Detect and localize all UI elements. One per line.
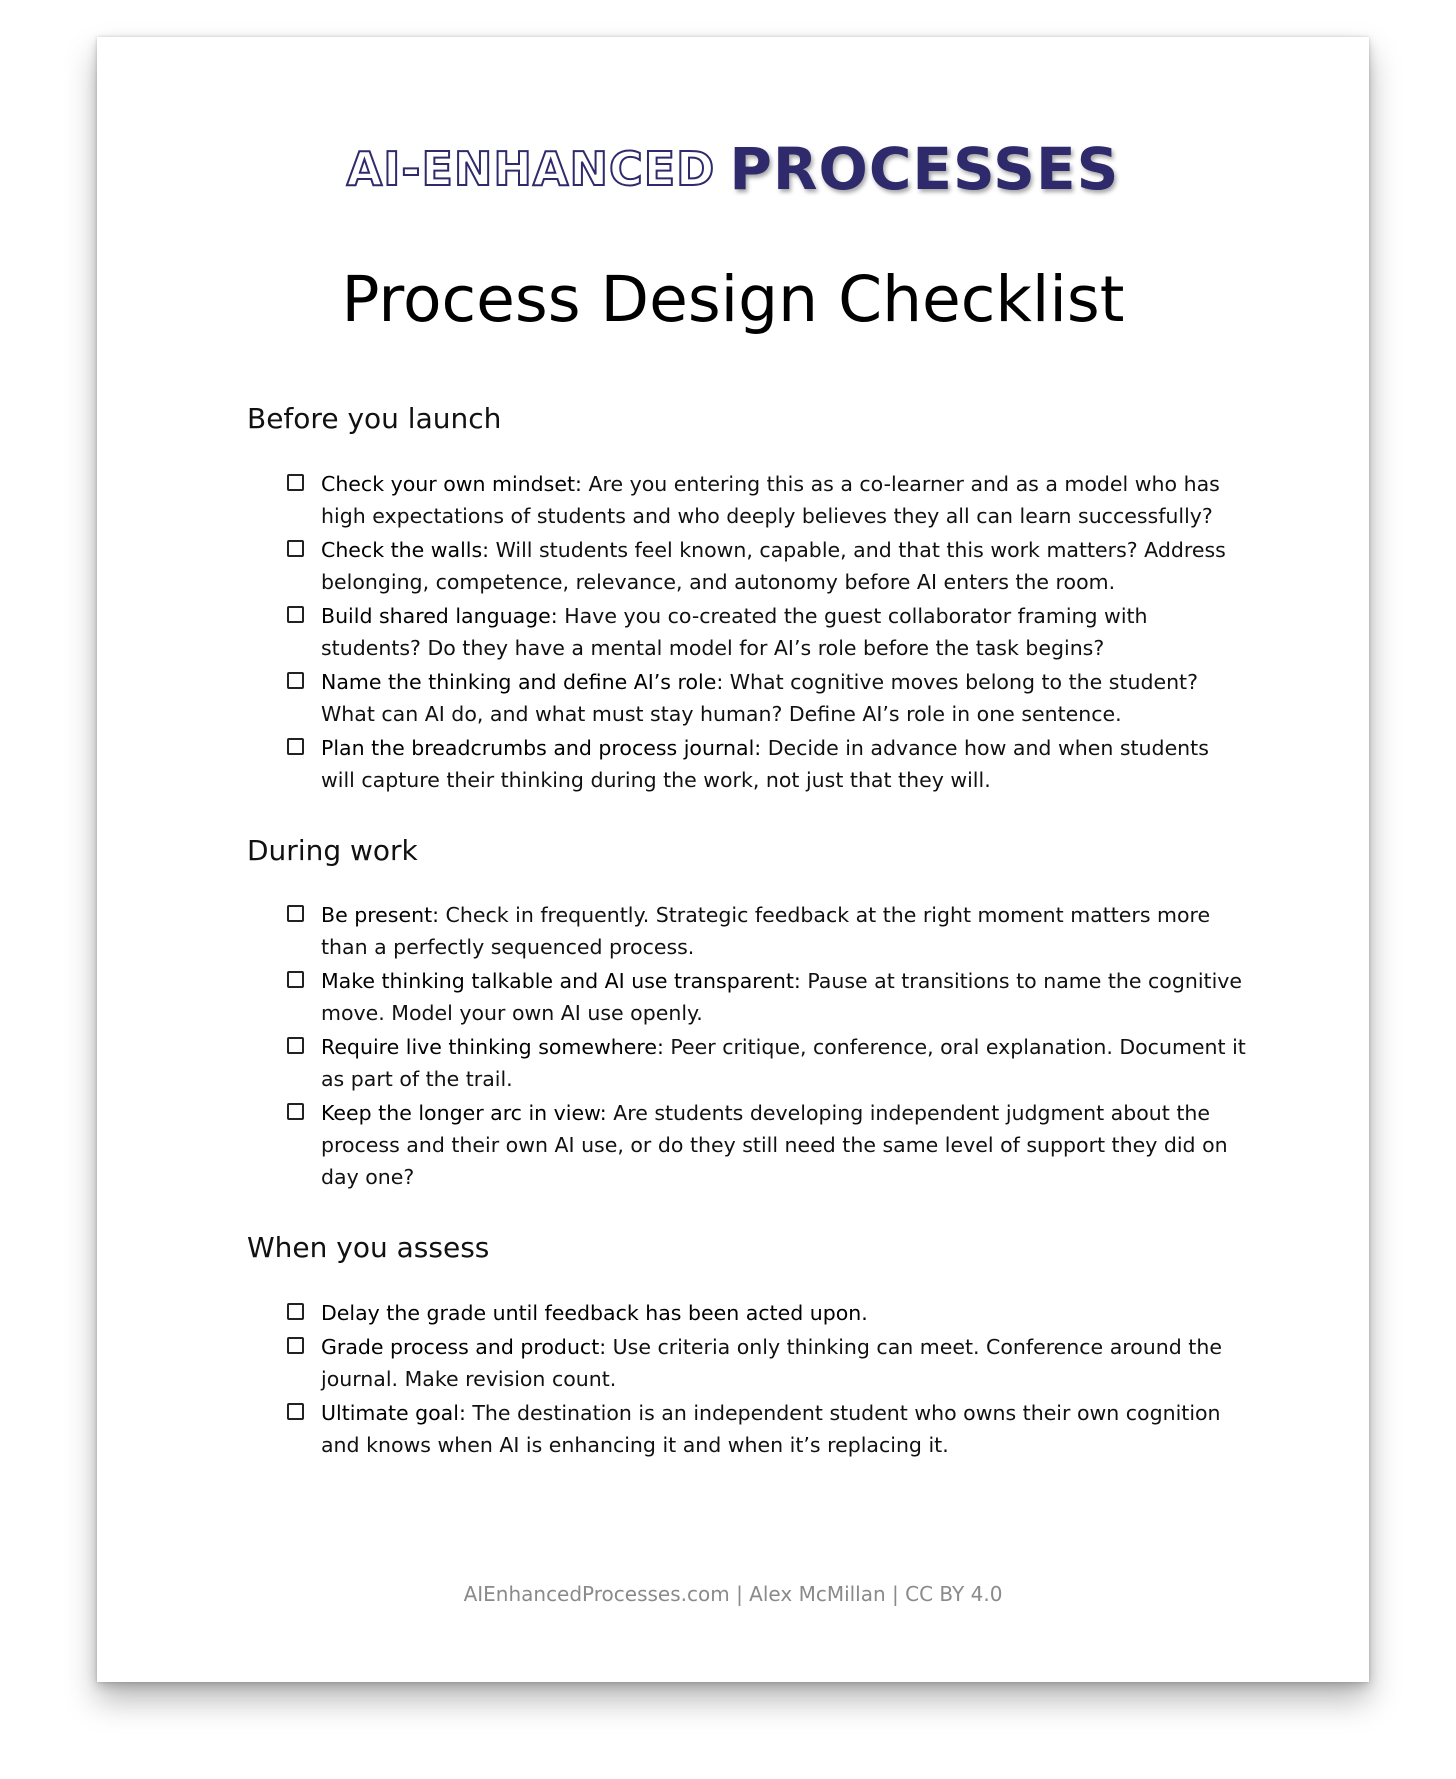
checklist-item-text — [321, 600, 1247, 664]
item-lead: Plan the breadcrumbs and process journal: — [321, 735, 762, 760]
checklist-item — [287, 666, 1247, 730]
checklist-item-text — [321, 1297, 1247, 1329]
checkbox-icon[interactable] — [287, 672, 304, 689]
checkbox-icon[interactable] — [287, 1103, 304, 1120]
checklist — [247, 1297, 1247, 1461]
item-body: Check in frequently. Strategic feedback at the right moment matters more than a perfectly sequenced process. — [321, 903, 1211, 960]
item-body: The destination is an independent student who owns their own cognition and knows when AI is enhancing it and when it’s replacing it. — [321, 1400, 1221, 1457]
checklist-item — [287, 534, 1247, 598]
checkbox-icon[interactable] — [287, 1037, 304, 1054]
checklist-item-text — [321, 1331, 1247, 1395]
checklist-item — [287, 468, 1247, 532]
item-body: Peer critique, conference, oral explanation. Document it as part of the trail. — [321, 1035, 1246, 1092]
checklist — [247, 468, 1247, 796]
checklist-item-text — [321, 899, 1247, 963]
checklist-item — [287, 1297, 1247, 1329]
checkbox-icon[interactable] — [287, 971, 304, 988]
checkbox-icon[interactable] — [287, 606, 304, 623]
item-body: Will students feel known, capable, and that this work matters? Address belonging, competence, relevance, and autonomy before AI enters the room. — [321, 537, 1226, 594]
item-body: Pause at transitions to name the cognitive move. Model your own AI use openly. — [321, 969, 1243, 1026]
checklist-item-text — [321, 1397, 1247, 1461]
checklist-item — [287, 1031, 1247, 1095]
checklist-item — [287, 1397, 1247, 1461]
checklist-item-text — [321, 732, 1247, 796]
section-heading: When you assess — [247, 1231, 490, 1265]
logo-bold-text: PROCESSES — [729, 135, 1120, 203]
checklist-item-text — [321, 1097, 1247, 1193]
section-before-you-launch — [247, 402, 1247, 796]
item-lead: Keep the longer arc in view: — [321, 1101, 607, 1126]
checklist-item-text — [321, 965, 1247, 1029]
item-body: Are you entering this as a co-learner and as a model who has high expectations of students and who deeply believes they all can learn successfully? — [321, 471, 1220, 528]
checklist-item-text — [321, 534, 1247, 598]
checklist-item — [287, 1097, 1247, 1193]
footer-credits: AIEnhancedProcesses.com | Alex McMillan | CC BY 4.0 — [463, 1582, 1003, 1606]
checkbox-icon[interactable] — [287, 738, 304, 755]
checklist-item — [287, 965, 1247, 1029]
item-body: Have you co-created the guest collaborator framing with students? Do they have a mental model for AI’s role before the task begins? — [321, 603, 1148, 660]
section-heading: During work — [247, 833, 418, 867]
item-lead: Name the thinking and define AI’s role: — [321, 669, 724, 694]
checklist-item — [287, 1331, 1247, 1395]
item-body: Use criteria only thinking can meet. Conference around the journal. Make revision count. — [321, 1334, 1222, 1391]
item-lead: Ultimate goal: — [321, 1400, 466, 1425]
checkbox-icon[interactable] — [287, 1403, 304, 1420]
section-during-work — [247, 834, 1247, 1194]
document-page — [97, 37, 1369, 1682]
section-heading: Before you launch — [247, 402, 502, 435]
checkbox-icon[interactable] — [287, 905, 304, 922]
item-lead: Be present: — [321, 903, 440, 928]
checklist-item-text — [321, 666, 1247, 730]
item-body: Decide in advance how and when students will capture their thinking during the work, not just that they will. — [321, 735, 1209, 792]
section-when-you-assess — [247, 1231, 1247, 1461]
item-body: What cognitive moves belong to the student? What can AI do, and what must stay human? Define AI’s role in one sentence. — [321, 669, 1198, 726]
item-lead: Grade process and product: — [321, 1334, 607, 1359]
checkbox-icon[interactable] — [287, 1337, 304, 1354]
checklist-item-text — [321, 468, 1247, 532]
item-lead: Check your own mindset: — [321, 471, 582, 496]
item-body: Are students developing independent judgment about the process and their own AI use, or do they still need the same level of support they did on day one? — [321, 1101, 1228, 1190]
item-lead: Delay the grade until feedback has been acted upon. — [321, 1300, 868, 1325]
item-lead: Build shared language: — [321, 603, 558, 628]
checklist-item — [287, 732, 1247, 796]
item-lead: Require live thinking somewhere: — [321, 1035, 664, 1060]
checklist-item-text — [321, 1031, 1247, 1095]
checklist-item — [287, 600, 1247, 664]
checkbox-icon[interactable] — [287, 1303, 304, 1320]
checklist — [247, 899, 1247, 1193]
item-lead: Make thinking talkable and AI use transparent: — [321, 969, 801, 994]
checkbox-icon[interactable] — [287, 474, 304, 491]
checkbox-icon[interactable] — [287, 540, 304, 557]
logo-outline-text: AI-ENHANCED — [346, 142, 716, 196]
checklist-item — [287, 899, 1247, 963]
item-lead: Check the walls: — [321, 537, 490, 562]
logo — [97, 135, 1369, 203]
checklist-content — [247, 402, 1247, 1463]
page-title: Process Design Checklist — [341, 263, 1125, 336]
